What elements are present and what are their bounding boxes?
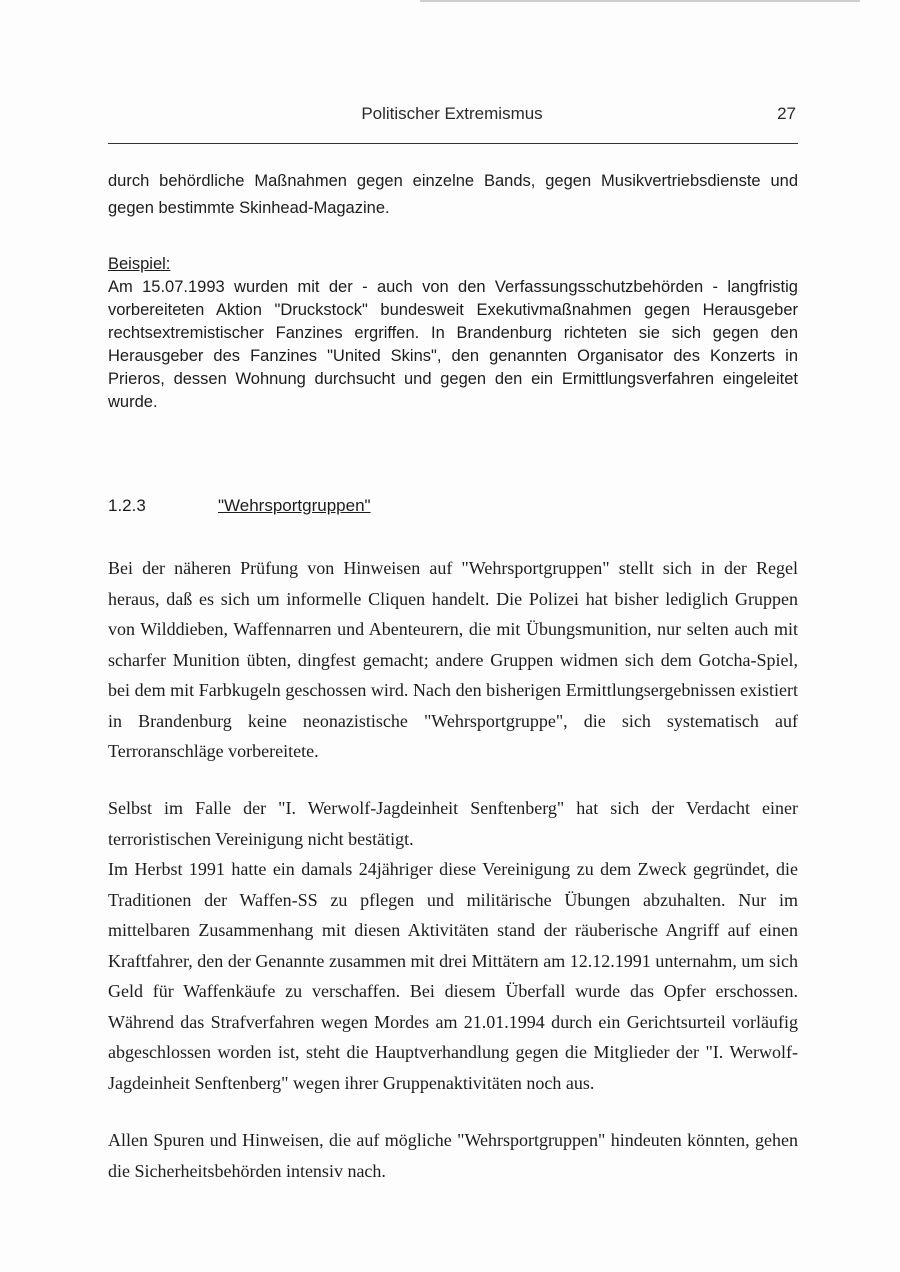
paragraph-1-text: Bei der näheren Prüfung von Hinweisen auf "Wehrsportgruppen" stellt sich in der Regel heraus, daß es sich um informelle Cliquen handelt. Die Polizei hat bisher lediglich Gruppen von Wilddieben, Waffennarren und Abenteurern, die mit Übungsmunition, nur selten auch mit scharfer Munition übten, dingfest gemacht; andere Gruppen widmen sich dem Gotcha-Spiel, bei dem mit Farbkugeln geschossen wird. Nach den bisherigen Ermittlungsergebnissen existiert in Brandenburg keine neonazistische "Wehrsportgruppe", die sich systematisch auf Terroranschläge vorbereitete. [108,558,798,761]
intro-text: durch behördliche Maßnahmen gegen einzelne Bands, gegen Musikvertriebsdienste und gegen bestimmte Skinhead-Magazine. [108,172,798,217]
paragraph-2b-text: Im Herbst 1991 hatte ein damals 24jähriger diese Vereinigung zu dem Zweck gegründet, die Traditionen der Waffen-SS zu pflegen und militärische Übungen abzuhalten. Nur im mittelbaren Zusammenhang mit diesen Aktivitäten stand der räuberische Angriff auf einen Kraftfahrer, den der Genannte zusammen mit drei Mittätern am 12.12.1991 unternahm, um sich Geld für Waffenkäufe zu verschaffen. Bei diesem Überfall wurde das Opfer erschossen. Während das Strafverfahren wegen Mordes am 21.01.1994 durch ein Gerichtsurteil vorläufig abgeschlossen worden ist, steht die Hauptverhandlung gegen die Mitglieder der "I. Werwolf-Jagdeinheit Senftenberg" wegen ihrer Gruppenaktivitäten noch aus. [108,859,798,1093]
example-text: Am 15.07.1993 wurden mit der - auch von den Verfassungsschutzbehörden - langfristig vorbereiteten Aktion "Druckstock" bundesweit Exekutivmaßnahmen gegen Herausgeber rechtsextremistischer Fanzines ergriffen. In Brandenburg richteten sie sich gegen den Herausgeber des Fanzines "United Skins", den genannten Organisator des Konzerts in Prieros, dessen Wohnung durchsucht und gegen den ein Ermittlungsverfahren eingeleitet wurde. [108,278,798,411]
intro-paragraph [108,168,798,222]
section-title: "Wehrsportgruppen" [218,496,371,515]
paragraph-2 [108,793,798,1098]
scan-edge [420,0,860,2]
header-rule [108,143,798,144]
paragraph-2a-text: Selbst im Falle der "I. Werwolf-Jagdeinheit Senftenberg" hat sich der Verdacht einer terroristischen Vereinigung nicht bestätigt. [108,798,798,849]
paragraph-1 [108,553,798,767]
example-label: Beispiel: [108,255,171,273]
header-title: Politischer Extremismus [361,104,543,123]
example-block [108,253,798,414]
page-number: 27 [777,104,796,123]
paragraph-3-text: Allen Spuren und Hinweisen, die auf mögliche "Wehrsportgruppen" hindeuten könnten, gehen die Sicherheitsbehörden intensiv nach. [108,1130,798,1181]
section-heading [108,496,798,522]
page-header [108,104,796,132]
section-number: 1.2.3 [108,496,146,515]
paragraph-3 [108,1125,798,1186]
